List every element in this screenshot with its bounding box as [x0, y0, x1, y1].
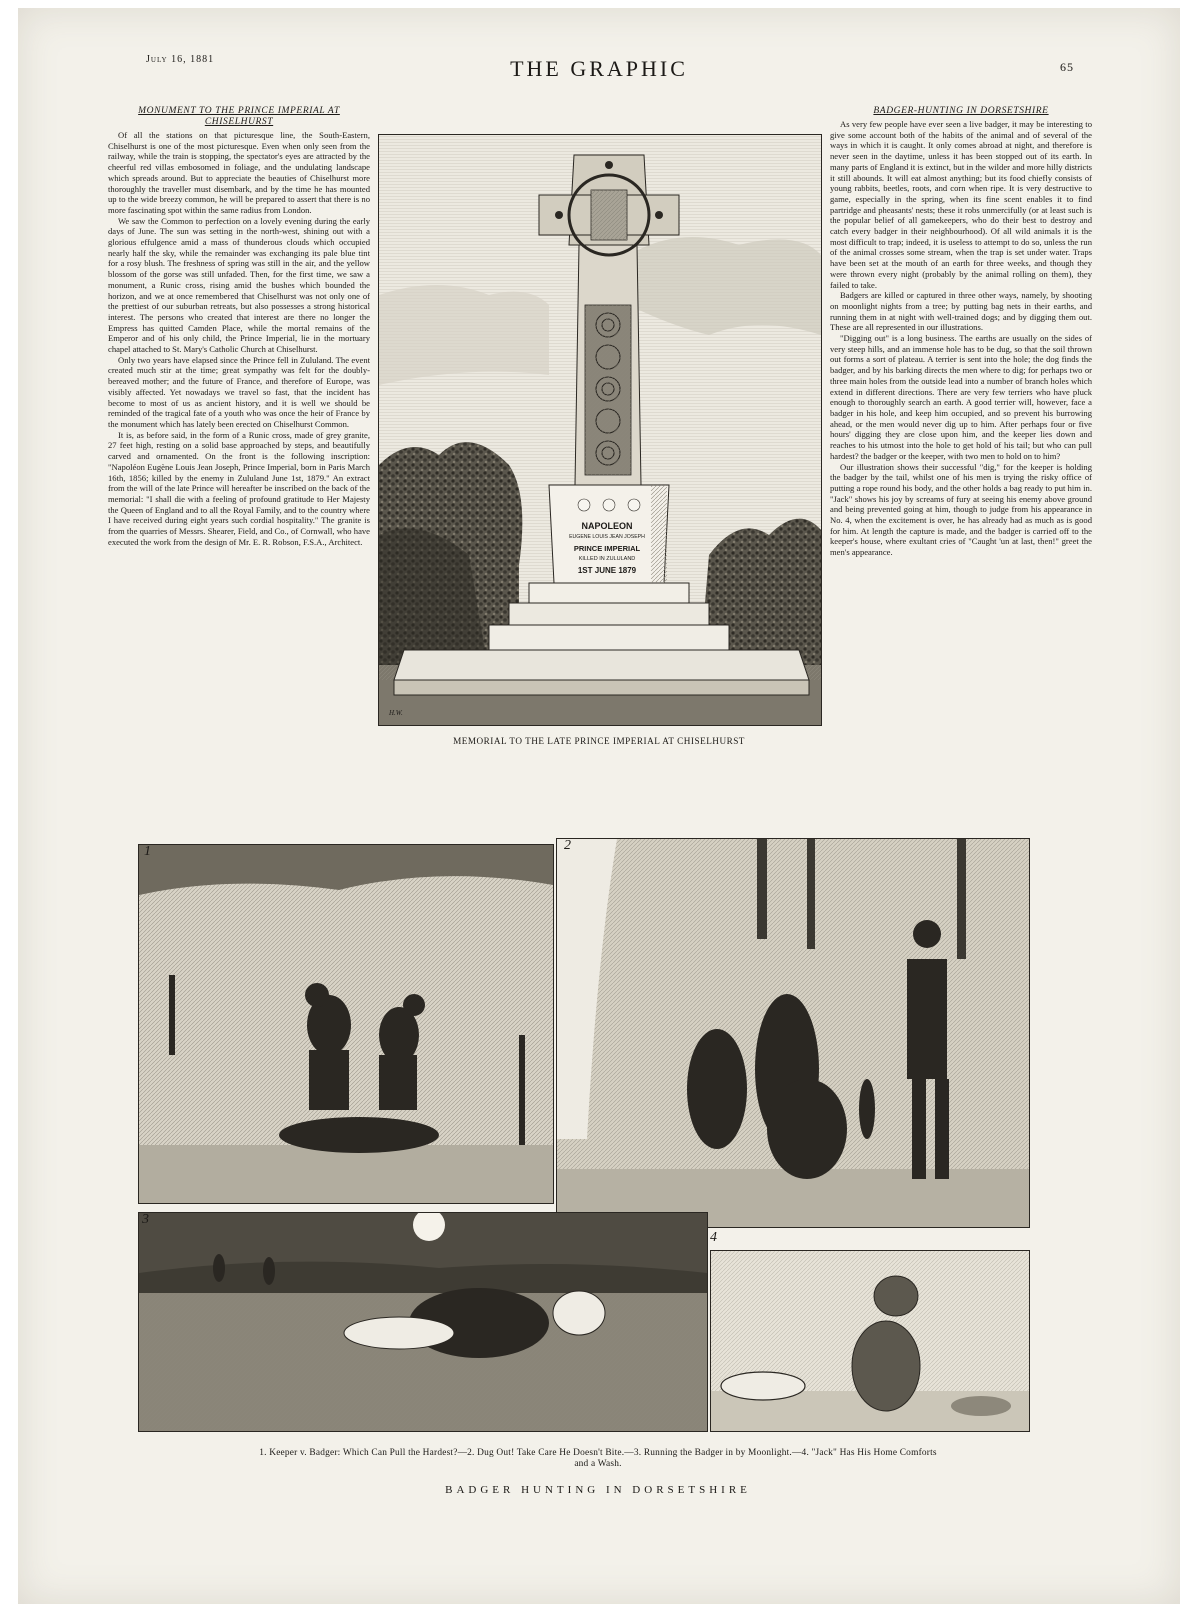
panel-4-engraving — [711, 1251, 1029, 1431]
right-article-paragraph: Badgers are killed or captured in three other ways, namely, by shooting on moonlight nights from a tree; by putting bag nets in their earths, and running them in at night with well-trained dogs; and by digging them out. These are all represented in our illustrations. — [830, 290, 1092, 333]
panels-title: BADGER HUNTING IN DORSETSHIRE — [445, 1484, 751, 1496]
panel-2-dug-out — [556, 838, 1030, 1228]
right-article — [830, 106, 1092, 798]
right-article-paragraph: Our illustration shows their successful "dig," for the keeper is holding the badger by the tail, whilst one of his men is trying the risky office of putting a rope round his body, and the other holds a bag ready to put him in. "Jack" shows his joy by screams of fury at seeing his enemy above ground and being prevented going at him, though to judge from his appearance in No. 4, when the excitement is over, he has already had as much as is good for him. At length the capture is made, and the badger is carried off to the keeper's house, where exultant cries of "Caught 'un at last, then!" greet the men's appearance. — [830, 461, 1092, 558]
panels-caption — [118, 1448, 1078, 1470]
memorial-engraving — [379, 135, 821, 725]
panel-number-3: 3 — [142, 1212, 149, 1227]
panel-2-engraving — [557, 839, 1029, 1227]
left-article-paragraph: It is, as before said, in the form of a Runic cross, made of grey granite, 27 feet high, resting on a solid base approached by steps, and beautifully carved and ornamented. On the front is the following inscription: "Napoléon Eugène Louis Jean Joseph, Prince Imperial, born in Paris March 16th, 1856; killed by the enemy in Zululand June 1st, 1879." An extract from the will of the late Prince will hereafter be inscribed on the back of the memorial: "I shall die with a feeling of profound gratitude to Her Majesty the Queen of England and to all the Royal Family, and to the country where I have received during eight years such cordial hospitality." The granite is from the quarries of Messrs. Shearer, Field, and Co., of Cornwall, who have executed the work from the design of Mr. E. R. Robson, F.S.A., Architect. — [108, 429, 370, 547]
panel-number-2: 2 — [564, 838, 571, 853]
left-article-title: MONUMENT TO THE PRINCE IMPERIAL AT CHISELHURST — [138, 106, 340, 127]
panel-3-running-by-moonlight — [138, 1212, 708, 1432]
inscription — [555, 521, 659, 576]
left-article-paragraph: Only two years have elapsed since the Prince fell in Zululand. The event created much stir at the time; great sympathy was felt for the doubly-bereaved mother; and the future of France, and therefore of Europe, was visibly affected. Yet nowadays we travel so fast, that the incident has become to most of us as ancient history, and it is well we should be reminded of the tragical fate of a youth who was once the heir of France by the monument which has lately been erected on Chiselhurst Common. — [108, 354, 370, 429]
engraver-signature: H.W. — [389, 709, 403, 717]
panel-3-engraving — [139, 1213, 707, 1431]
panel-1-engraving — [139, 845, 553, 1203]
inscription-line: PRINCE IMPERIAL — [573, 544, 641, 553]
inscription-line: 1ST JUNE 1879 — [577, 566, 637, 575]
masthead: THE GRAPHIC — [510, 56, 688, 81]
inscription-line: KILLED IN ZULULAND — [578, 556, 636, 562]
inscription-line: EUGENE LOUIS JEAN JOSEPH — [569, 534, 645, 540]
panel-number-1: 1 — [144, 844, 151, 859]
panel-1-keeper-v-badger — [138, 844, 554, 1204]
right-article-paragraph: As very few people have ever seen a live badger, it may be interesting to give some account both of the habits of the animal and of several of the ways in which it is caught. It only comes abroad at night, and therefore is never seen in the daytime, unless it has been stopped out of its earth. In many parts of England it is extinct, but in the wilder and more hilly districts it still abounds. It will eat almost anything; but its food chiefly consists of young rabbits, beetles, roots, and corn when ripe. It is very destructive to game, especially in the spring, when its fine scent enables it to find partridge and pheasants' nests; these it robs unmercifully (or at least such is the popular belief of all gamekeepers, who do their best to destroy and catch every badger in their neighbourhood). Of all wild animals it is the most difficult to trap; indeed, it is useless to attempt to do so, unless the run of the animal crosses some stream, when the trap is set under water. Traps have been set at the mouth of an earth for three weeks, and though they were thrown every night (probably by the animal rolling on them), they failed to take. — [830, 119, 1092, 290]
left-article — [108, 106, 370, 796]
memorial-illustration — [378, 134, 822, 726]
panels-caption-line-1: 1. Keeper v. Badger: Which Can Pull the Hardest?—2. Dug Out! Take Care He Doesn't Bite.—3. Running the Badger in by Moonlight.—4. "Jack" Has His Home Comforts — [259, 1448, 937, 1458]
right-article-title: BADGER-HUNTING IN DORSETSHIRE — [873, 106, 1049, 116]
issue-date: July 16, 1881 — [146, 54, 215, 65]
right-article-paragraph: "Digging out" is a long business. The earths are usually on the sides of very steep hills, and an immense hole has to be dug, so that the soil thrown out forms a sort of plateau. A terrier is sent into the hole; the dog finds the badger, and by his barking directs the men where to dig; for perhaps two or three main holes from the outside lead into a number of branch holes which extend in different directions. There are very few terriers who have pluck enough to thoroughly search an earth. A good terrier will, however, face a badger in his hole, and keep him occupied, and so prevent his burrowing ahead, or the men would never dig up to him. After perhaps four or five hours' digging they are close upon him, and the keeper lies down and reaches to his utmost into the hole to get hold of his tail; but who can pull hardest? the badger or the keeper, with two men to hold on to him? — [830, 333, 1092, 461]
newspaper-page — [18, 8, 1180, 1604]
panels-caption-line-2: and a Wash. — [574, 1459, 622, 1469]
left-article-paragraph: Of all the stations on that picturesque line, the South-Eastern, Chiselhurst is one of the most picturesque. Even when only seen from the railway, while the train is stopping, the spectator's eyes are attracted by the cheerful red villas embosomed in foliage, and the undulating landscape which spreads around. But to appreciate the beauties of Chiselhurst more thoroughly the traveller must disembark, and by the time he has mounted up to the wide breezy common, he will be prepared to assert that there is no more fascinating spot within the same radius from London. — [108, 130, 370, 215]
inscription-line: NAPOLEON — [581, 521, 633, 531]
memorial-caption: MEMORIAL TO THE LATE PRINCE IMPERIAL AT CHISELHURST — [453, 736, 745, 746]
page-number: 65 — [1060, 60, 1074, 74]
panel-4-jack-home-comforts — [710, 1250, 1030, 1432]
left-article-paragraph: We saw the Common to perfection on a lovely evening during the early days of June. The sun was setting in the north-west, shining out with a glorious effulgence amid a mass of thunderous clouds which occupied nearly half the sky, while the remainder was exchanging its pale blue tint for a rosy blush. The freshness of spring was still in the air, and the yellow blossom of the gorse was still unfaded. Then, for the first time, we saw a monument, a Runic cross, rising amid the bushes which bounded the horizon, and we at once remembered that Chiselhurst was not only one of the prettiest of our suburban retreats, but also possesses a strong historical interest. The persons who created that interest are there no longer the Empress has quitted Camden Place, while the mortal remains of the Emperor and of his only child, the Prince Imperial, lie in the mortuary chapel attached to St. Mary's Catholic Church at Chiselhurst. — [108, 215, 370, 355]
panel-number-4: 4 — [710, 1230, 717, 1245]
